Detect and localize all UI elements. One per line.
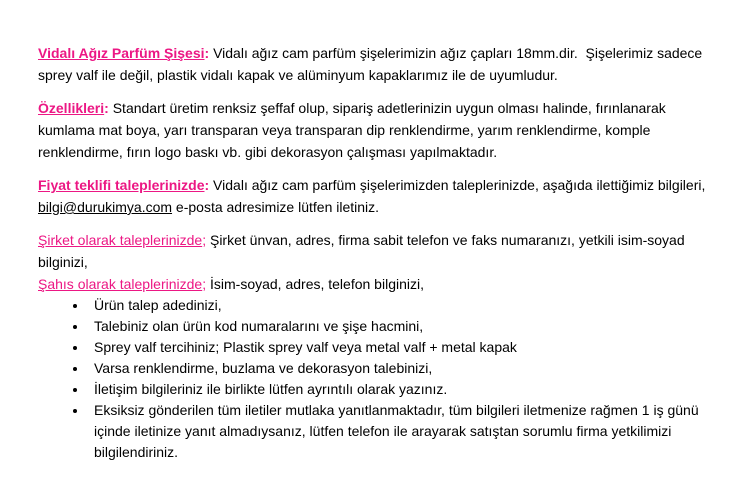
heading-quote-request: Fiyat teklifi taleplerinizde [38,177,205,193]
email-link[interactable]: bilgi@durukimya.com [38,199,173,215]
list-item-text: Varsa renklendirme, buzlama ve dekorasyon talebinizi, [94,360,433,376]
paragraph-features [38,97,715,163]
heading-features-colon: : [104,100,109,116]
list-item-text: Sprey valf tercihiniz; Plastik sprey valf veya metal valf + metal kapak [94,339,517,355]
list-item-text: Ürün talep adedinizi, [94,297,222,313]
requirements-list [38,295,715,463]
heading-company-request: Şirket olarak taleplerinizde [38,232,203,248]
list-item-quantity [88,295,715,316]
list-item-product-codes [88,316,715,337]
paragraph-quote-request [38,174,715,218]
heading-product-colon: : [204,45,210,61]
heading-company-request-semicolon: ; [202,232,207,248]
heading-individual-request-semicolon: ; [202,276,207,292]
list-item-text: Eksiksiz gönderilen tüm iletiler mutlaka yanıtlanmaktadır, tüm bilgileri iletmenize rağmen 1 iş günü içinde iletinize yanıt almadıysanız, lütfen telefon ile arayarak satıştan sorumlu firma yetkilimizi bilgilendiriniz. [94,402,703,460]
list-item-decoration [88,358,715,379]
list-item-text: İletişim bilgileriniz ile birlikte lütfen ayrıntılı olarak yazınız. [94,381,448,397]
heading-individual-request: Şahıs olarak taleplerinizde [38,276,203,292]
list-item-valve-choice [88,337,715,358]
list-item-contact-info [88,379,715,400]
heading-product: Vidalı Ağız Parfüm Şişesi [38,45,205,61]
company-request-text: Şirket ünvan, adres, firma sabit telefon ve faks numaranızı, yetkili isim-soyad bilginizi, [38,232,689,270]
paragraph-quote-text-after: e-posta adresimize lütfen iletiniz. [172,199,380,215]
paragraph-features-text: Standart üretim renksiz şeffaf olup, sipariş adetlerinizin uygun olması halinde, fırınlanarak kumlama mat boya, yarı transparan veya transparan dip renklendirme, yarım renklendirme, komple renklendirme, fırın logo baskı vb. gibi dekorasyon çalışması yapılmaktadır. [38,100,670,160]
paragraph-product-text: Vidalı ağız cam parfüm şişelerimizin ağız çapları 18mm.dir. Şişelerimiz sadece sprey valf ile değil, plastik vidalı kapak ve alüminyum kapaklarımız ile de uyumludur. [38,45,707,83]
paragraph-product-intro [38,42,715,86]
list-item-reply-policy [88,400,715,463]
heading-quote-request-colon: : [204,177,210,193]
paragraph-request-types [38,229,715,295]
paragraph-quote-text-before: Vidalı ağız cam parfüm şişelerimizden taleplerinizde, aşağıda ilettiğimiz bilgileri, [209,177,714,193]
individual-request-text: İsim-soyad, adres, telefon bilginizi, [206,276,424,292]
heading-features: Özellikleri [38,100,105,116]
list-item-text: Talebiniz olan ürün kod numaralarını ve şişe hacmini, [94,318,424,334]
